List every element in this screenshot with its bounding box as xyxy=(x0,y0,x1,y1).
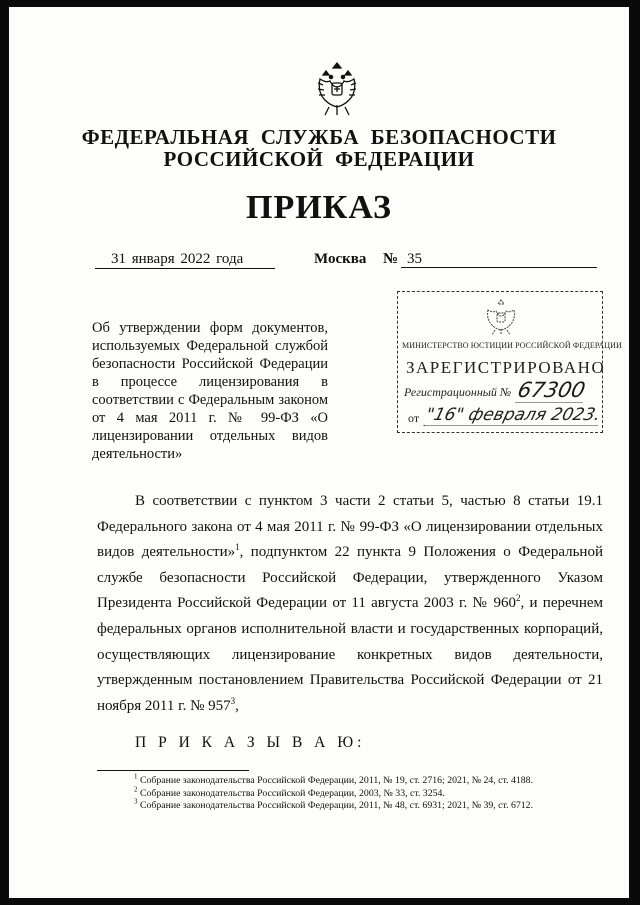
preamble-paragraph xyxy=(97,489,603,719)
coat-of-arms-icon xyxy=(314,59,360,121)
agency-name-line2: РОССИЙСКОЙ ФЕДЕРАЦИИ xyxy=(163,147,475,171)
stamp-ministry: МИНИСТЕРСТВО ЮСТИЦИИ РОССИЙСКОЙ ФЕДЕРАЦИИ xyxy=(402,341,622,350)
number-label: № xyxy=(383,251,399,267)
document-title: ПРИКАЗ xyxy=(246,189,392,226)
footnote: $^3$ Собрание законодательства Российской Федерации, 2011, № 48, ст. 6931; 2021, № 39, ст. 6712. xyxy=(134,797,534,811)
footnote-divider xyxy=(97,770,249,771)
document-number: 35 xyxy=(401,250,597,268)
document-date: 31 января 2022 года xyxy=(95,250,275,269)
preamble-part1: В соответствии с пунктом 3 части 2 статьи 5, частью 8 статьи 19.1 Федерального закона от 4 мая 2011 г. № 99-ФЗ «О лицензировании отдельных видов деятельности» xyxy=(97,493,603,561)
stamp-date: "16" февраля 2023. xyxy=(423,405,603,425)
preamble-part3: , и перечнем федеральных органов исполнительной власти и государственных корпораций, осуществляющих лицензирование конкретных видов деятельности, утвержденным постановлением Правительства Российской Федерации от 21 ноября 2011 г. № 957 xyxy=(97,595,603,714)
footnote: $^2$ Собрание законодательства Российской Федерации, 2003, № 33, ст. 3254. xyxy=(134,785,445,799)
agency-name-line1: ФЕДЕРАЛЬНАЯ СЛУЖБА БЕЗОПАСНОСТИ xyxy=(81,125,557,149)
registration-stamp xyxy=(397,291,622,433)
stamp-status: ЗАРЕГИСТРИРОВАНО xyxy=(406,358,606,377)
preamble-part2: , подпунктом 22 пункта 9 Положения о Федеральной службе безопасности Российской Федерации, утвержденного Указом Президента Российской Федерации от 11 августа 2003 г. № 960 xyxy=(97,544,603,612)
stamp-regno-label: Регистрационный № xyxy=(404,385,512,399)
footnote-ref-2: 2 xyxy=(516,593,521,604)
stamp-emblem-icon xyxy=(484,298,518,336)
footnote-ref-3: 3 xyxy=(230,695,236,706)
footnote: $^1$ Собрание законодательства Российской Федерации, 2011, № 19, ст. 2716; 2021, № 24, ст. 4188. xyxy=(134,772,534,786)
stamp-from-label: от xyxy=(408,411,420,425)
document-subject: Об утверждении форм документов, используемых Федеральной службой безопасности Российской Федерации в процессе лицензирования в соответствии с Федеральным законом от 4 мая 2011 г. № 99-ФЗ «О лицензировании отдельных видов деятельности» xyxy=(92,320,328,462)
document-city: Москва xyxy=(314,251,367,267)
document-page xyxy=(9,7,629,898)
order-word: П Р И К А З Ы В А Ю: xyxy=(135,734,366,751)
footnote-ref-1: 1 xyxy=(235,542,240,553)
stamp-regno: 67300 xyxy=(515,378,588,402)
footnotes xyxy=(134,772,534,813)
preamble-part4: , xyxy=(235,697,239,714)
